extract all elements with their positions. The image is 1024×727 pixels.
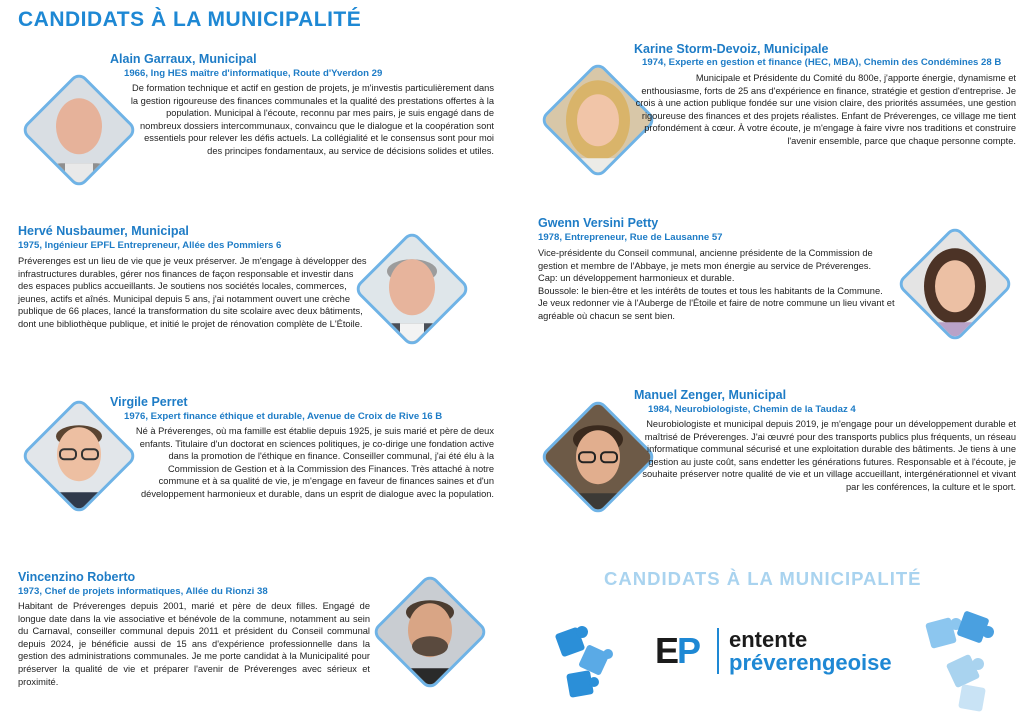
candidate-info: 1978, Entrepreneur, Rue de Lausanne 57 [538,232,723,243]
candidate-bio: De formation technique et actif en gestion de projets, je m'investis particulièrement dans la gestion rigoureuse des finances communales et la qualité des prestations offertes à la population. Municipal à l'écoute, reconnu par mes pairs, je suis engagé dans de nombreux dossiers intercommunaux, convaincu que le dialogue et la coopération sont essentiels pour relever les défis actuels. La collégialité et le consensus sont pour moi des principes fondamentaux, au service de décisions solides et utiles. [130,83,494,156]
puzzle-pieces-right-icon [920,606,1016,718]
logo-line-2: préverengeoise [729,650,892,675]
candidate-name: Gwenn Versini Petty [538,216,659,230]
candidate-name: Hervé Nusbaumer, Municipal [18,224,189,238]
candidate-info: 1984, Neurobiologiste, Chemin de la Taudaz 4 [648,404,856,415]
puzzle-pieces-left-icon [552,620,622,704]
candidate-info: 1974, Experte en gestion et finance (HEC, MBA), Chemin des Condémines 28 B [642,57,1002,68]
candidate-info: 1976, Expert finance éthique et durable, Avenue de Croix de Rive 16 B [124,411,443,422]
candidate-info: 1966, Ing HES maître d'informatique, Route d'Yverdon 29 [124,68,383,79]
candidate-photo-vincenzino-roberto [371,573,490,692]
candidate-bio [538,247,896,323]
logo-mark-text: EP [655,630,700,671]
bio-line: Je veux redonner vie à l'Auberge de l'Étoile et faire de notre commune un lieu vivant et agréable où chacun se sent bien. [538,298,895,321]
bio-line: Vice-présidente du Conseil communal, ancienne présidente de la Commission de gestion et membre de l'Abbaye, je mets mon énergie au service de Préverenges. [538,248,873,271]
candidate-bio: Préverenges est un lieu de vie que je veux préserver. Je m'engage à développer des infrastructures durables, gérer nos finances de façon responsable et investir dans des espaces publics accueillants. Je soutiens nos sociétés locales, commerces, jeunes, actifs et aînés. Municipal depuis 5 ans, j'ai notamment ouvert une crèche publique de 66 places, lancé la transformation du site scolaire avec deux bâtiments, dont une bibliothèque publique, et initié le projet de rénovation complète de L'Étoile. [18,256,367,329]
candidate-photo-virgile-perret [20,397,139,516]
candidate-bio: Né à Préverenges, où ma famille est établie depuis 1925, je suis marié et père de deux enfants. Titulaire d'un doctorat en sciences politiques, je co-dirige une fondation active dans la promotion de l'éthique en finance. Conseiller communal, j'ai été élu à la Commission de Gestion et à la Commission des Finances. Très attaché à notre commune et à sa qualité de vie, je m'engage en faveur de finances saines et d'un développement harmonieux et durable, dans un esprit de dialogue avec la population. [135,426,494,499]
candidate-bio: Neurobiologiste et municipal depuis 2019, je m'engage pour un développement durable et maîtrisé de Préverenges. J'ai œuvré pour des transports publics plus fréquents, un réseau informatique communal sécurisé et une exploitation durable des bâtiments. Je tiens à une gestion au juste coût, sans endetter les générations futures. Responsable et à l'écoute, je souhaite préserver notre qualité de vie et un village accueillant, intergénérationnel et vivant par les conférences, la culture et le sport. [642,419,1016,492]
logo-line-1: entente [729,627,808,652]
page-title: CANDIDATS À LA MUNICIPALITÉ [18,8,362,31]
candidate-bio: Habitant de Préverenges depuis 2001, marié et père de deux filles. Engagé de longue date dans la vie associative et bénévole de la commune, notamment au sein du Carnaval, conseiller communal depuis 2011 et président du Conseil communal depuis 2024, je bénéficie aussi de 15 ans d'expérience professionnelle dans la gestion des administrations communales. Je me porte candidat à la Municipalité pour préserver la qualité de vie et préparer l'avenir de Préverenges avec sérieux et proximité. [18,601,370,687]
candidate-bio: Municipale et Présidente du Comité du 800e, j'apporte énergie, dynamisme et enthousiasme, forts de 25 ans d'expérience en finance, stratégie et gestion d'entreprise. Je crois à une action publique fondée sur une vision claire, des priorités assumées, une gestion rigoureuse des finances et des projets réalistes. Enfant de Préverenges, ce village me tient profondément à cœur. À votre écoute, je m'engage à faire vivre nos traditions et construire l'avenir ensemble, parce que chaque personne compte. [635,73,1016,146]
candidate-photo-gwenn-versini-petty [896,225,1015,344]
bio-line: Cap: un développement harmonieux et durable. [538,273,735,284]
candidate-name: Alain Garraux, Municipal [110,52,257,66]
brand-title: CANDIDATS À LA MUNICIPALITÉ [604,568,922,589]
logo-divider [717,628,719,674]
bio-line: Boussole: le bien-être et les intérêts de toutes et tous les habitants de la Commune. [538,285,883,296]
candidate-name: Virgile Perret [110,395,188,409]
candidate-info: 1973, Chef de projets informatiques, Allée du Rionzi 38 [18,586,268,597]
candidate-photo-alain-garraux [20,71,139,190]
candidate-info: 1975, Ingénieur EPFL Entrepreneur, Allée des Pommiers 6 [18,240,282,251]
candidate-name: Vincenzino Roberto [18,570,136,584]
candidate-photo-herve-nusbaumer [353,230,472,349]
candidate-name: Manuel Zenger, Municipal [634,388,787,402]
candidate-name: Karine Storm-Devoiz, Municipale [634,42,829,56]
logo-mark [655,630,699,672]
